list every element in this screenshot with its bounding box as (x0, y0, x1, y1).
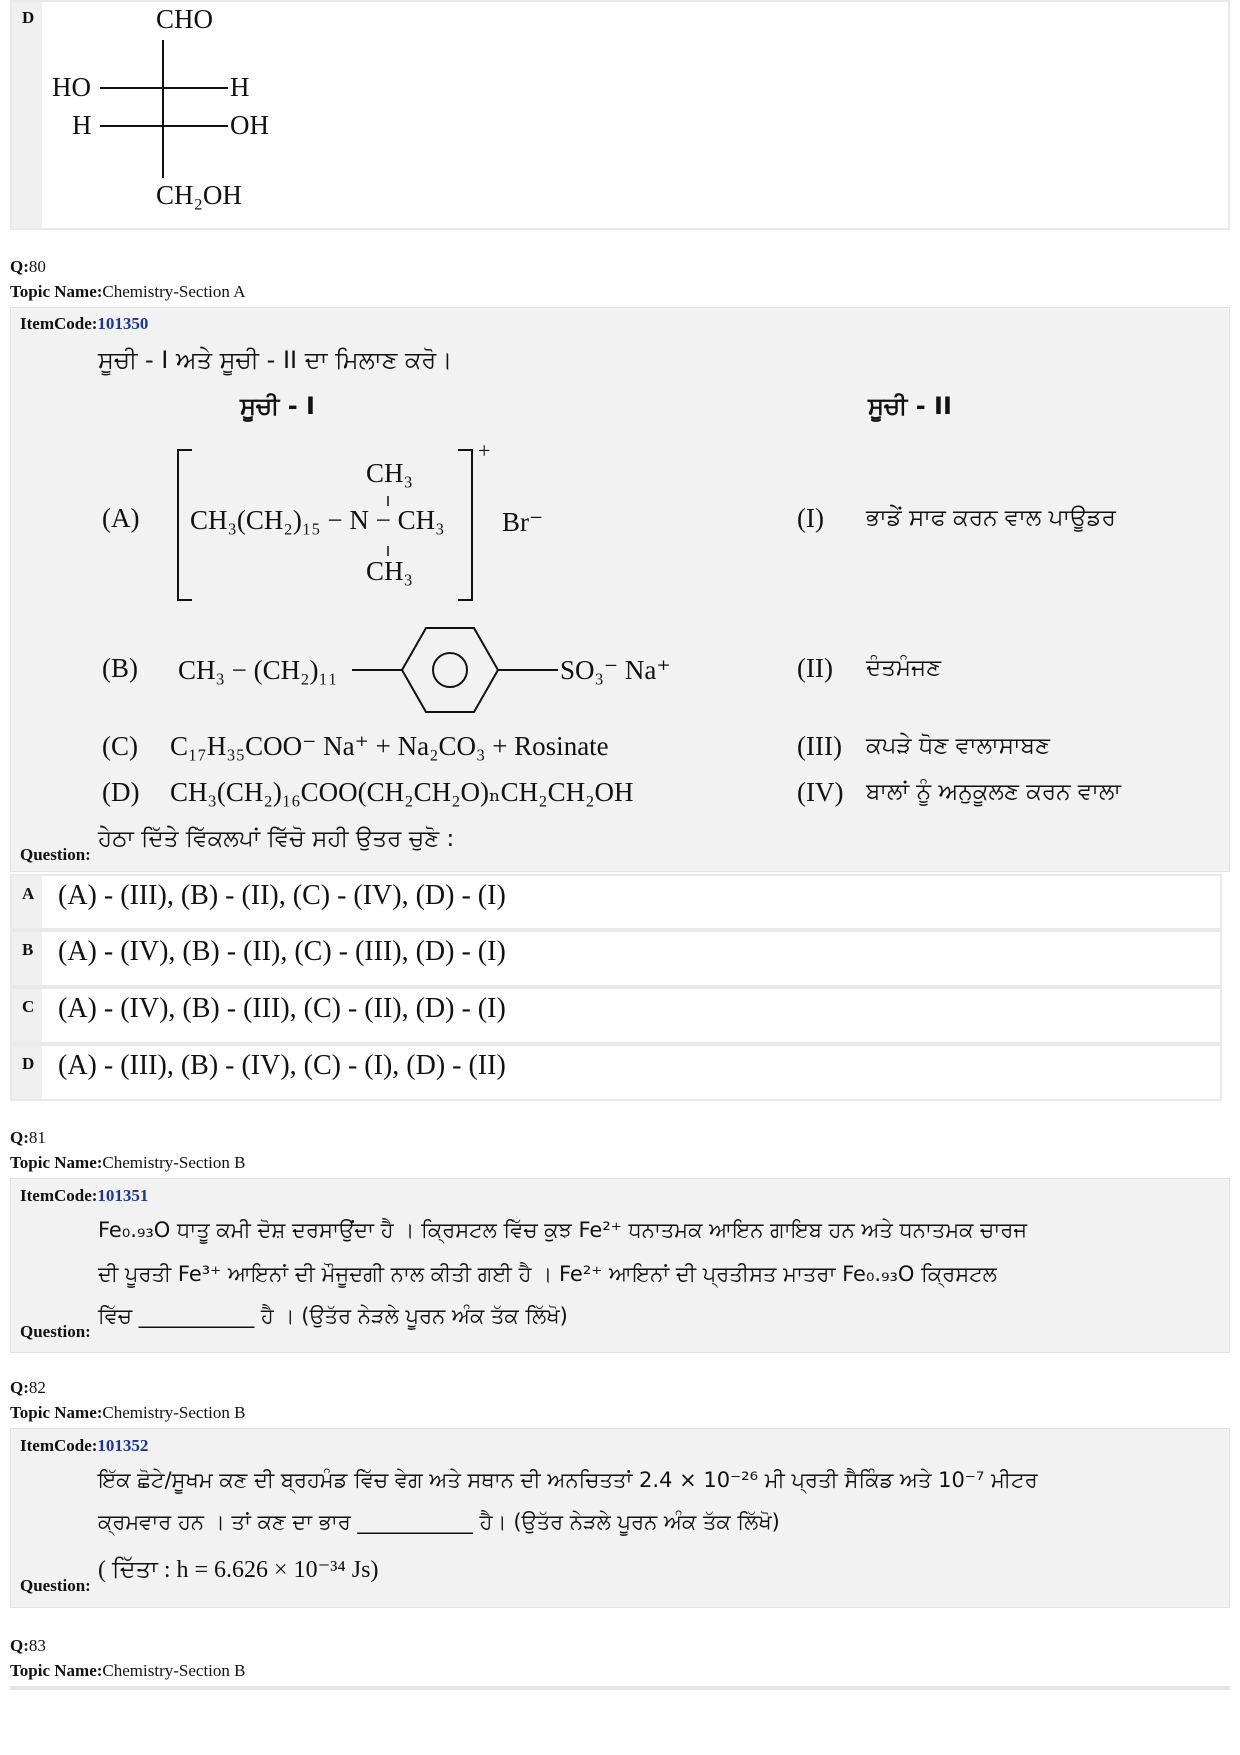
option-letter: B (22, 940, 34, 959)
q81-line2: ਦੀ ਪੂਰਤੀ Fe³⁺ ਆਇਨਾਂ ਦੀ ਮੌਜੂਦਗੀ ਨਾਲ ਕੀਤੀ ਗਈ ਹੈ । Fe²⁺ ਆਇਨਾਂ ਦੀ ਪ੍ਰਤੀਸਤ ਮਾਤਰਾ Fe₀.₉₃O ਕ੍ਰਿਸਟਲ (98, 1262, 997, 1286)
item-a-bottom: CH₃ (366, 556, 413, 586)
q80-question-label: Question: (20, 845, 91, 864)
item-c-text: C₁₇H₃₅COO⁻ Na⁺ + Na₂CO₃ + Rosinate (170, 731, 609, 761)
item-iv-label: (IV) (797, 777, 844, 807)
option-text: (A) - (III), (B) - (II), (C) - (IV), (D) - (I) (58, 880, 506, 911)
option-letter: A (22, 884, 35, 903)
q82-line1: ਇੱਕ ਛੋਟੇ/ਸੂਖਮ ਕਣ ਦੀ ਬ੍ਰਹਮੰਡ ਵਿੱਚ ਵੇਗ ਅਤੇ ਸਥਾਨ ਦੀ ਅਨਚਿਤਤਾਂ 2.4 × 10⁻²⁶ ਮੀ ਪ੍ਰਤੀ ਸੈਕਿੰਡ ਅਤੇ 10⁻⁷ ਮੀਟਰ (98, 1468, 1038, 1492)
q83-box-edge (10, 1686, 1230, 1690)
list1-header: ਸੂਚੀ - I (240, 392, 315, 420)
option-letter: C (22, 997, 35, 1016)
q81-number: Q:81 (10, 1128, 46, 1147)
item-iii-label: (III) (797, 731, 842, 761)
fischer-left2: H (72, 110, 92, 140)
option-d[interactable] (10, 1044, 1222, 1101)
q80-instruction: ਸੂਚੀ - I ਅਤੇ ਸੂਚੀ - II ਦਾ ਮਿਲਾਣ ਕਰੋ। (98, 346, 453, 374)
item-c-label: (C) (102, 731, 138, 761)
q82-line2: ਕ੍ਰਮਵਾਰ ਹਨ । ਤਾਂ ਕਣ ਦਾ ਭਾਰ ___________ ਹੈ। (ਉਤੱਰ ਨੇੜਲੇ ਪੂਰਨ ਅੰਕ ਤੱਕ ਲਿੱਖੋ) (98, 1510, 780, 1534)
q81-line1: Fe₀.₉₃O ਧਾਤੂ ਕਮੀ ਦੋਸ਼ ਦਰਸਾਉਂਦਾ ਹੈ । ਕ੍ਰਿਸਟਲ ਵਿੱਚ ਕੁਝ Fe²⁺ ਧਨਾਤਮਕ ਆਇਨ ਗਾਇਬ ਹਨ ਅਤੇ ਧਨਾਤਮਕ ਚਾਰਜ (98, 1218, 1028, 1242)
item-d-label: (D) (102, 777, 140, 807)
fischer-right1: H (230, 72, 250, 102)
item-a-label: (A) (102, 503, 140, 533)
option-text: (A) - (III), (B) - (IV), (C) - (I), (D) - (II) (58, 1050, 506, 1081)
item-iii-text: ਕਪੜੇ ਧੋਣ ਵਾਲਾਸਾਬਣ (866, 733, 1050, 759)
fischer-top: CHO (156, 4, 214, 34)
item-b-label: (B) (102, 653, 138, 683)
q80-itemcode: ItemCode:101350 (20, 314, 149, 333)
q81-question-label: Question: (20, 1322, 91, 1341)
item-b-right: SO₃⁻ Na⁺ (560, 655, 671, 685)
q80-topic: Topic Name:Chemistry-Section A (10, 282, 246, 301)
benzene-ring (352, 622, 562, 722)
item-a-plus: + (478, 438, 491, 463)
item-b-left: CH₃ − (CH₂)₁₁ (178, 655, 338, 685)
option-c[interactable] (10, 987, 1222, 1044)
q82-number: Q:82 (10, 1378, 46, 1397)
item-a-top: CH₃ (366, 458, 413, 488)
q81-itemcode: ItemCode:101351 (20, 1186, 149, 1205)
item-a-main: CH₃(CH₂)₁₅ − N − CH₃ (190, 505, 445, 535)
item-iv-text: ਬਾਲਾਂ ਨੂੰ ਅਨੁਕੂਲਣ ਕਰਨ ਵਾਲਾ (866, 779, 1121, 805)
option-b[interactable] (10, 930, 1222, 987)
q82-question-label: Question: (20, 1576, 91, 1595)
q82-line3: ( ਦਿੱਤਾ : h = 6.626 × 10⁻³⁴ Js) (98, 1557, 379, 1583)
option-letter: D (22, 8, 35, 27)
item-i-label: (I) (797, 503, 824, 533)
option-text: (A) - (IV), (B) - (II), (C) - (III), (D) - (I) (58, 936, 506, 967)
q82-itemcode: ItemCode:101352 (20, 1436, 149, 1455)
list2-header: ਸੂਚੀ - II (868, 392, 952, 420)
item-ii-label: (II) (797, 653, 833, 683)
item-ii-text: ਦੰਤਮੰਜਣ (866, 655, 942, 681)
option-text: (A) - (IV), (B) - (III), (C) - (II), (D) - (I) (58, 993, 506, 1024)
q81-line3: ਵਿੱਚ ___________ ਹੈ । (ਉਤੱਰ ਨੇੜਲੇ ਪੂਰਨ ਅੰਕ ਤੱਕ ਲਿੱਖੋ) (98, 1304, 568, 1328)
q80-number: Q:80 (10, 257, 46, 276)
fischer-left1: HO (52, 72, 91, 102)
q80-question-text: ਹੇਠਾ ਦਿੱਤੇ ਵਿੱਕਲਪਾਂ ਵਿੱਚੋ ਸਹੀ ਉਤਰ ਚੁਣੋ : (98, 826, 455, 852)
q83-number: Q:83 (10, 1636, 46, 1655)
q82-topic: Topic Name:Chemistry-Section B (10, 1403, 246, 1422)
item-a-anion: Br⁻ (502, 507, 544, 537)
item-i-text: ਭਾਡੇਂ ਸਾਫ ਕਰਨ ਵਾਲ ਪਾਊਡਰ (866, 505, 1116, 531)
fischer-right2: OH (230, 110, 269, 140)
option-letter: D (22, 1054, 35, 1073)
item-d-text: CH₃(CH₂)₁₆COO(CH₂CH₂O)ₙCH₂CH₂OH (170, 777, 634, 807)
fischer-bottom: CH₂OH (156, 180, 242, 210)
q81-topic: Topic Name:Chemistry-Section B (10, 1153, 246, 1172)
q83-topic: Topic Name:Chemistry-Section B (10, 1661, 246, 1680)
option-a[interactable] (10, 874, 1222, 930)
